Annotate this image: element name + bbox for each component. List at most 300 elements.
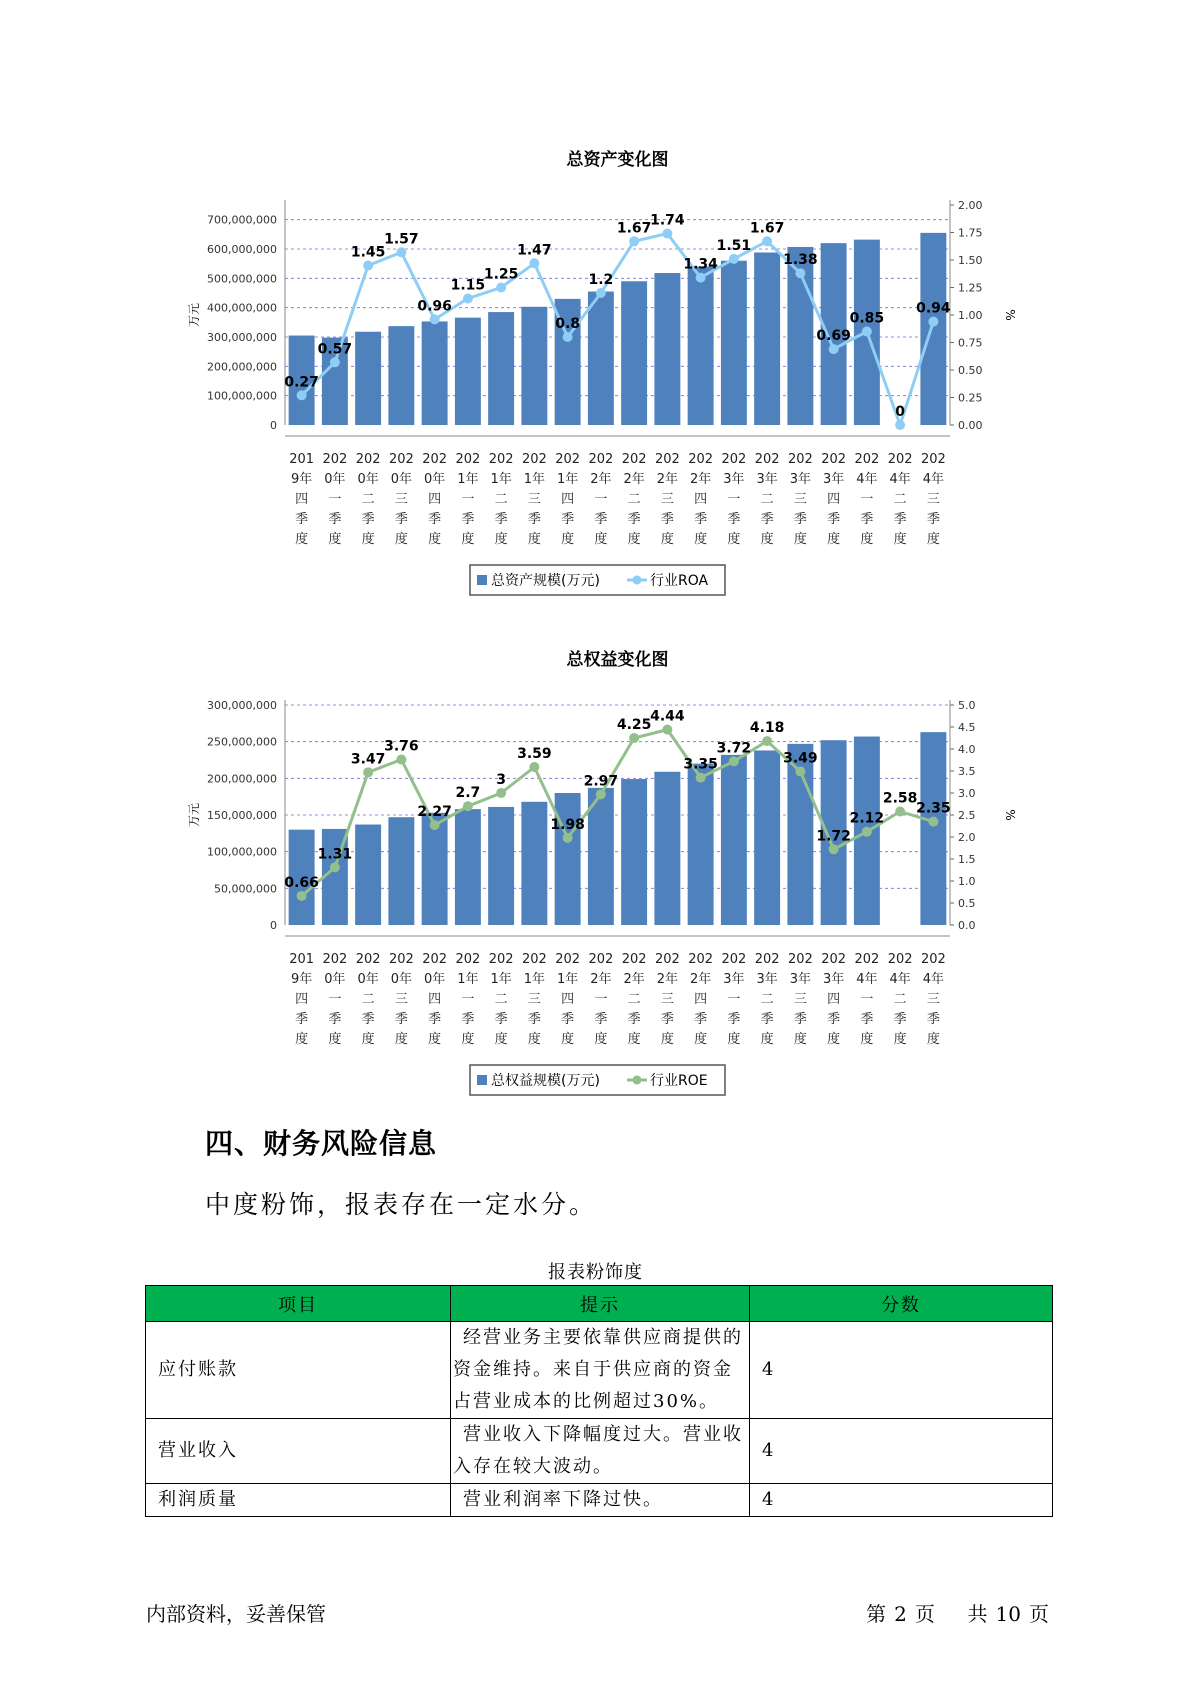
x-tick-label <box>522 952 547 1047</box>
x-tick-label <box>588 452 613 547</box>
x-tick-label-line: 3年 <box>822 472 845 487</box>
bar <box>422 321 448 425</box>
y-tick-label: 0 <box>270 419 277 432</box>
x-tick-label-line: 202 <box>322 952 348 967</box>
x-tick-label-line: 1年 <box>490 472 512 487</box>
row-score: 4 <box>750 1322 1053 1419</box>
data-label: 1.98 <box>550 816 585 833</box>
data-label: 4.18 <box>749 720 785 737</box>
x-tick-label-line: 9年 <box>290 972 313 987</box>
row-item: 应付账款 <box>146 1322 451 1419</box>
data-label: 1.31 <box>317 846 353 863</box>
x-tick-label-line: 二 <box>494 992 508 1007</box>
line-point <box>463 294 473 304</box>
y-tick-label: 400,000,000 <box>207 301 277 315</box>
line-point <box>862 827 872 837</box>
x-tick-label-line: 1年 <box>556 472 579 487</box>
header-item: 项目 <box>146 1286 451 1322</box>
x-tick-label-line: 三 <box>394 492 408 507</box>
x-tick-label-line: 202 <box>455 952 481 967</box>
x-tick-label-line: 0年 <box>357 972 379 987</box>
x-tick-label-line: 202 <box>787 952 813 967</box>
data-label: 3.49 <box>783 750 818 767</box>
x-tick-label-line: 1年 <box>523 972 546 987</box>
y2-tick-label: 1.00 <box>958 309 983 322</box>
x-tick-label-line: 202 <box>555 952 581 967</box>
x-tick-label <box>788 452 813 547</box>
line-point <box>529 258 539 268</box>
x-tick-label-line: 0年 <box>423 472 446 487</box>
legend-label: 总权益规模(万元) <box>491 1073 600 1089</box>
bar <box>488 807 514 925</box>
x-tick-label-line: 季 <box>428 512 442 527</box>
chart-title: 总权益变化图 <box>566 650 669 670</box>
x-tick-label-line: 度 <box>527 1032 541 1047</box>
line-point <box>895 806 905 816</box>
y-tick-label: 150,000,000 <box>207 809 277 822</box>
data-label: 2.27 <box>417 804 452 821</box>
risk-table <box>145 1285 1053 1517</box>
x-tick-label-line: 季 <box>660 1012 674 1027</box>
y-tick-label: 100,000,000 <box>207 845 277 859</box>
x-tick-label-line: 202 <box>854 452 880 467</box>
x-tick-label-line: 202 <box>821 452 847 467</box>
data-label: 3.35 <box>683 756 718 773</box>
x-tick-label-line: 202 <box>721 952 747 967</box>
y-axis-label: 万元 <box>187 802 201 828</box>
x-tick-label-line: 202 <box>688 452 714 467</box>
x-tick-label-line: 4年 <box>856 972 878 987</box>
data-label: 1.74 <box>650 212 685 229</box>
x-tick-label <box>622 452 647 547</box>
x-tick-label-line: 202 <box>555 452 581 467</box>
x-tick-label-line: 一 <box>594 992 608 1007</box>
x-tick-label <box>622 952 647 1047</box>
y-tick-label: 200,000,000 <box>207 360 277 374</box>
x-tick-label-line: 202 <box>854 952 880 967</box>
x-tick-label-line: 202 <box>721 452 747 467</box>
x-tick-label-line: 季 <box>394 1012 408 1027</box>
x-tick-label-line: 二 <box>760 492 774 507</box>
bar <box>920 732 946 925</box>
x-tick-label-line: 0年 <box>390 472 413 487</box>
x-tick-label-line: 度 <box>328 532 342 547</box>
x-tick-label <box>821 452 846 547</box>
x-tick-label-line: 度 <box>660 532 674 547</box>
total-equity-chart <box>0 640 1191 1100</box>
table-caption: 报表粉饰度 <box>548 1262 643 1283</box>
bar <box>455 809 481 925</box>
x-tick-label-line: 季 <box>660 512 674 527</box>
bar <box>555 793 581 925</box>
line-point <box>662 229 672 239</box>
x-tick-label-line: 季 <box>627 512 641 527</box>
x-tick-label-line: 二 <box>893 992 907 1007</box>
x-tick-label-line: 季 <box>893 1012 907 1027</box>
x-tick-label <box>555 452 580 547</box>
x-tick-label-line: 2年 <box>590 972 612 987</box>
data-label: 1.25 <box>483 266 519 283</box>
x-tick-label-line: 一 <box>594 492 608 507</box>
y-tick-label: 250,000,000 <box>207 735 277 749</box>
x-tick-label-line: 一 <box>860 992 874 1007</box>
x-tick-label-line: 度 <box>295 532 309 547</box>
x-tick-label-line: 202 <box>754 452 780 467</box>
bar <box>688 267 714 425</box>
row-hint: 营业收入下降幅度过大。营业收入存在较大波动。 <box>451 1419 750 1484</box>
data-label: 0.8 <box>555 316 581 332</box>
x-tick-label-line: 季 <box>295 1012 309 1027</box>
line-point <box>330 862 340 872</box>
data-label: 0.94 <box>916 300 951 317</box>
data-label: 0.96 <box>417 298 452 315</box>
x-tick-label-line: 季 <box>893 512 907 527</box>
x-tick-label-line: 度 <box>494 1032 508 1047</box>
x-tick-label-line: 202 <box>422 452 448 467</box>
y-tick-label: 300,000,000 <box>207 331 277 344</box>
x-tick-label-line: 2年 <box>689 472 712 487</box>
line-point <box>363 767 373 777</box>
data-label: 1.57 <box>384 231 419 248</box>
x-tick-label <box>489 452 514 547</box>
y2-tick-label: 3.0 <box>958 787 976 800</box>
legend-label: 行业ROA <box>650 573 709 589</box>
total-prefix: 共 <box>967 1602 988 1626</box>
x-tick-label-line: 一 <box>328 992 342 1007</box>
x-tick-label-line: 度 <box>860 532 874 547</box>
legend-label: 行业ROE <box>650 1073 708 1089</box>
x-tick-label-line: 一 <box>328 492 342 507</box>
data-label: 3.59 <box>517 746 552 763</box>
x-tick-label-line: 度 <box>295 1032 309 1047</box>
x-tick-label-line: 季 <box>494 512 508 527</box>
data-label: 1.51 <box>716 237 752 254</box>
y-tick-label: 500,000,000 <box>207 272 277 286</box>
total-unit: 页 <box>1029 1602 1049 1626</box>
x-tick-label-line: 202 <box>787 452 813 467</box>
x-tick-label-line: 度 <box>926 532 940 547</box>
x-tick-label-line: 季 <box>561 1012 575 1027</box>
line-point <box>596 288 606 298</box>
data-label: 1.45 <box>350 244 386 261</box>
x-tick-label-line: 度 <box>727 1032 741 1047</box>
x-tick-label <box>422 952 447 1047</box>
x-tick-label-line: 季 <box>527 512 541 527</box>
x-tick-label-line: 202 <box>887 952 913 967</box>
bar <box>721 261 747 425</box>
x-tick-label-line: 三 <box>660 492 674 507</box>
table-header-row <box>146 1286 1053 1322</box>
x-tick-label-line: 季 <box>694 512 708 527</box>
x-tick-label-line: 202 <box>521 452 547 467</box>
x-tick-label <box>688 952 713 1047</box>
page-current: 2 <box>894 1602 907 1626</box>
x-tick-label <box>489 952 514 1047</box>
x-tick-label-line: 度 <box>594 1032 608 1047</box>
row-item: 利润质量 <box>146 1484 451 1517</box>
line-point <box>895 420 905 430</box>
line-point <box>729 756 739 766</box>
line-point <box>430 820 440 830</box>
x-tick-label-line: 2年 <box>623 972 645 987</box>
x-tick-label-line: 4年 <box>856 472 878 487</box>
x-tick-label-line: 季 <box>793 1012 807 1027</box>
page-prefix: 第 <box>866 1602 887 1626</box>
x-tick-label-line: 度 <box>793 1032 807 1047</box>
x-tick-label-line: 202 <box>887 452 913 467</box>
x-tick-label-line: 3年 <box>723 472 745 487</box>
x-tick-label <box>455 952 480 1047</box>
x-tick-label-line: 季 <box>328 1012 342 1027</box>
y2-axis-label: % <box>1003 309 1017 321</box>
line-point <box>529 762 539 772</box>
bar <box>621 281 647 425</box>
y-tick-label: 600,000,000 <box>207 243 277 256</box>
bar <box>588 292 614 425</box>
x-tick-label-line: 季 <box>926 512 940 527</box>
x-tick-label-line: 季 <box>295 512 309 527</box>
line-point <box>795 766 805 776</box>
x-tick-label-line: 2年 <box>689 972 712 987</box>
table-row <box>146 1322 1053 1419</box>
data-label: 1.72 <box>816 828 851 845</box>
x-tick-label-line: 三 <box>527 992 541 1007</box>
x-tick-label-line: 一 <box>860 492 874 507</box>
x-tick-label-line: 二 <box>361 992 375 1007</box>
row-score: 4 <box>750 1419 1053 1484</box>
data-label: 2.12 <box>849 810 885 827</box>
x-tick-label-line: 3年 <box>756 472 778 487</box>
x-tick-label-line: 9年 <box>290 472 313 487</box>
x-tick-label-line: 4年 <box>922 472 945 487</box>
x-tick-label-line: 四 <box>694 492 708 507</box>
row-hint: 营业利润率下降过快。 <box>451 1484 750 1517</box>
x-tick-label-line: 度 <box>926 1032 940 1047</box>
line-point <box>662 725 672 735</box>
x-tick-label-line: 1年 <box>556 972 579 987</box>
x-tick-label-line: 三 <box>660 992 674 1007</box>
data-label: 4.25 <box>616 717 652 733</box>
x-tick-label-line: 季 <box>461 1012 475 1027</box>
line-point <box>363 261 373 271</box>
data-label: 3.47 <box>350 751 386 768</box>
data-label: 1.34 <box>683 256 718 273</box>
line-point <box>463 801 473 811</box>
x-tick-label-line: 度 <box>893 1032 907 1047</box>
section-summary: 中度粉饰，报表存在一定水分。 <box>205 1190 598 1219</box>
x-tick-label <box>721 952 746 1047</box>
x-tick-label-line: 202 <box>754 952 780 967</box>
x-tick-label-line: 度 <box>727 532 741 547</box>
bar <box>920 233 946 425</box>
x-tick-label <box>422 452 447 547</box>
line-point <box>928 317 938 327</box>
footer-confidential-note: 内部资料，妥善保管 <box>146 1602 326 1626</box>
x-tick-label-line: 度 <box>394 532 408 547</box>
x-tick-label-line: 季 <box>793 512 807 527</box>
data-label: 4.44 <box>650 708 685 725</box>
bar <box>455 318 481 425</box>
x-tick-label-line: 季 <box>561 512 575 527</box>
x-tick-label <box>755 452 780 547</box>
x-tick-label-line: 4年 <box>889 972 911 987</box>
bar <box>521 307 547 425</box>
x-tick-label-line: 四 <box>561 492 575 507</box>
y2-tick-label: 1.50 <box>958 254 983 267</box>
x-tick-label-line: 202 <box>355 452 381 467</box>
x-tick-label-line: 3年 <box>723 972 745 987</box>
x-tick-label <box>389 452 414 547</box>
x-tick-label-line: 季 <box>394 512 408 527</box>
y2-tick-label: 0.5 <box>958 897 976 910</box>
y2-tick-label: 1.75 <box>958 226 983 240</box>
x-tick-label-line: 202 <box>654 952 680 967</box>
x-tick-label-line: 二 <box>627 492 641 507</box>
y2-tick-label: 2.0 <box>958 831 976 844</box>
x-tick-label-line: 季 <box>760 512 774 527</box>
row-hint: 经营业务主要依靠供应商提供的资金维持。来自于供应商的资金占营业成本的比例超过30%。 <box>451 1322 750 1419</box>
x-tick-label-line: 季 <box>494 1012 508 1027</box>
x-tick-label-line: 季 <box>328 512 342 527</box>
x-tick-label-line: 季 <box>461 512 475 527</box>
x-tick-label-line: 4年 <box>922 972 945 987</box>
bar <box>388 326 414 425</box>
y2-tick-label: 0.75 <box>958 336 983 350</box>
x-tick-label-line: 季 <box>527 1012 541 1027</box>
x-tick-label-line: 202 <box>355 952 381 967</box>
x-tick-label-line: 四 <box>428 992 442 1007</box>
x-tick-label <box>888 452 913 547</box>
x-tick-label <box>688 452 713 547</box>
legend-swatch-marker <box>633 1076 642 1085</box>
x-tick-label-line: 度 <box>694 532 708 547</box>
x-tick-label-line: 度 <box>793 532 807 547</box>
table-row <box>146 1484 1053 1517</box>
row-item: 营业收入 <box>146 1419 451 1484</box>
x-tick-label-line: 度 <box>760 532 774 547</box>
x-tick-label <box>289 952 314 1047</box>
x-tick-label-line: 季 <box>428 1012 442 1027</box>
bar <box>688 764 714 925</box>
x-tick-label-line: 三 <box>793 492 807 507</box>
data-label: 0.57 <box>317 341 353 358</box>
data-label: 1.38 <box>783 252 818 269</box>
x-tick-label <box>854 452 879 547</box>
footer-page-number <box>862 1598 1053 1627</box>
line-point <box>762 736 772 746</box>
x-tick-label-line: 三 <box>926 992 940 1007</box>
y2-tick-label: 4.5 <box>958 721 976 734</box>
x-tick-label-line: 季 <box>860 1012 874 1027</box>
x-tick-label <box>522 452 547 547</box>
line-point <box>496 788 506 798</box>
x-tick-label-line: 1年 <box>523 472 546 487</box>
x-tick-label-line: 季 <box>926 1012 940 1027</box>
x-tick-label-line: 度 <box>694 1032 708 1047</box>
x-tick-label-line: 度 <box>627 532 641 547</box>
page-total: 10 <box>995 1602 1021 1626</box>
x-tick-label-line: 季 <box>827 1012 841 1027</box>
x-tick-label-line: 0年 <box>357 472 379 487</box>
bar <box>654 273 680 425</box>
data-label: 3 <box>496 772 506 788</box>
bar <box>388 817 414 925</box>
x-tick-label-line: 202 <box>821 952 847 967</box>
x-tick-label-line: 度 <box>394 1032 408 1047</box>
y2-tick-label: 0.25 <box>958 391 983 405</box>
data-label: 3.72 <box>716 740 752 757</box>
x-tick-label-line: 二 <box>494 492 508 507</box>
x-tick-label-line: 4年 <box>889 472 911 487</box>
x-tick-label-line: 度 <box>561 1032 575 1047</box>
data-label: 1.15 <box>450 277 486 294</box>
x-tick-label <box>322 452 347 547</box>
x-tick-label-line: 季 <box>760 1012 774 1027</box>
x-tick-label-line: 二 <box>893 492 907 507</box>
x-tick-label <box>322 952 347 1047</box>
data-label: 2.35 <box>916 800 951 817</box>
header-hint: 提示 <box>451 1286 750 1322</box>
x-tick-label <box>356 952 381 1047</box>
y-axis-label: 万元 <box>187 302 201 328</box>
x-tick-label-line: 季 <box>827 512 841 527</box>
y2-tick-label: 5.0 <box>958 699 976 712</box>
x-tick-label-line: 202 <box>621 452 647 467</box>
data-label: 2.7 <box>455 785 481 802</box>
line-point <box>829 344 839 354</box>
x-tick-label-line: 202 <box>688 952 714 967</box>
x-tick-label-line: 1年 <box>457 972 479 987</box>
y2-tick-label: 1.0 <box>958 875 976 888</box>
line-point <box>829 844 839 854</box>
line-point <box>762 236 772 246</box>
x-tick-label-line: 季 <box>361 512 375 527</box>
y2-axis-label: % <box>1003 809 1017 821</box>
legend-swatch-bar <box>477 575 487 585</box>
x-tick-label-line: 度 <box>461 532 475 547</box>
x-tick-label-line: 四 <box>694 992 708 1007</box>
line-point <box>297 891 307 901</box>
y2-tick-label: 0.50 <box>958 364 983 377</box>
total-assets-chart <box>0 140 1191 600</box>
x-tick-label-line: 季 <box>627 1012 641 1027</box>
x-tick-label-line: 1年 <box>490 972 512 987</box>
x-tick-label-line: 202 <box>920 952 946 967</box>
x-tick-label-line: 202 <box>488 952 514 967</box>
x-tick-label-line: 度 <box>328 1032 342 1047</box>
x-tick-label-line: 202 <box>654 452 680 467</box>
x-tick-label-line: 度 <box>860 1032 874 1047</box>
x-tick-label-line: 201 <box>289 452 315 467</box>
legend-swatch-marker <box>633 576 642 585</box>
line-point <box>430 314 440 324</box>
x-tick-label <box>655 452 680 547</box>
x-tick-label <box>854 952 879 1047</box>
x-tick-label-line: 202 <box>588 952 614 967</box>
x-tick-label-line: 202 <box>588 452 614 467</box>
x-tick-label-line: 度 <box>428 532 442 547</box>
x-tick-label-line: 度 <box>827 532 841 547</box>
x-tick-label-line: 季 <box>594 512 608 527</box>
x-tick-label <box>921 452 946 547</box>
x-tick-label <box>655 952 680 1047</box>
x-tick-label-line: 202 <box>488 452 514 467</box>
x-tick-label-line: 度 <box>361 1032 375 1047</box>
data-label: 0.27 <box>284 374 319 391</box>
x-tick-label-line: 度 <box>893 532 907 547</box>
x-tick-label-line: 一 <box>727 492 741 507</box>
header-score: 分数 <box>750 1286 1053 1322</box>
